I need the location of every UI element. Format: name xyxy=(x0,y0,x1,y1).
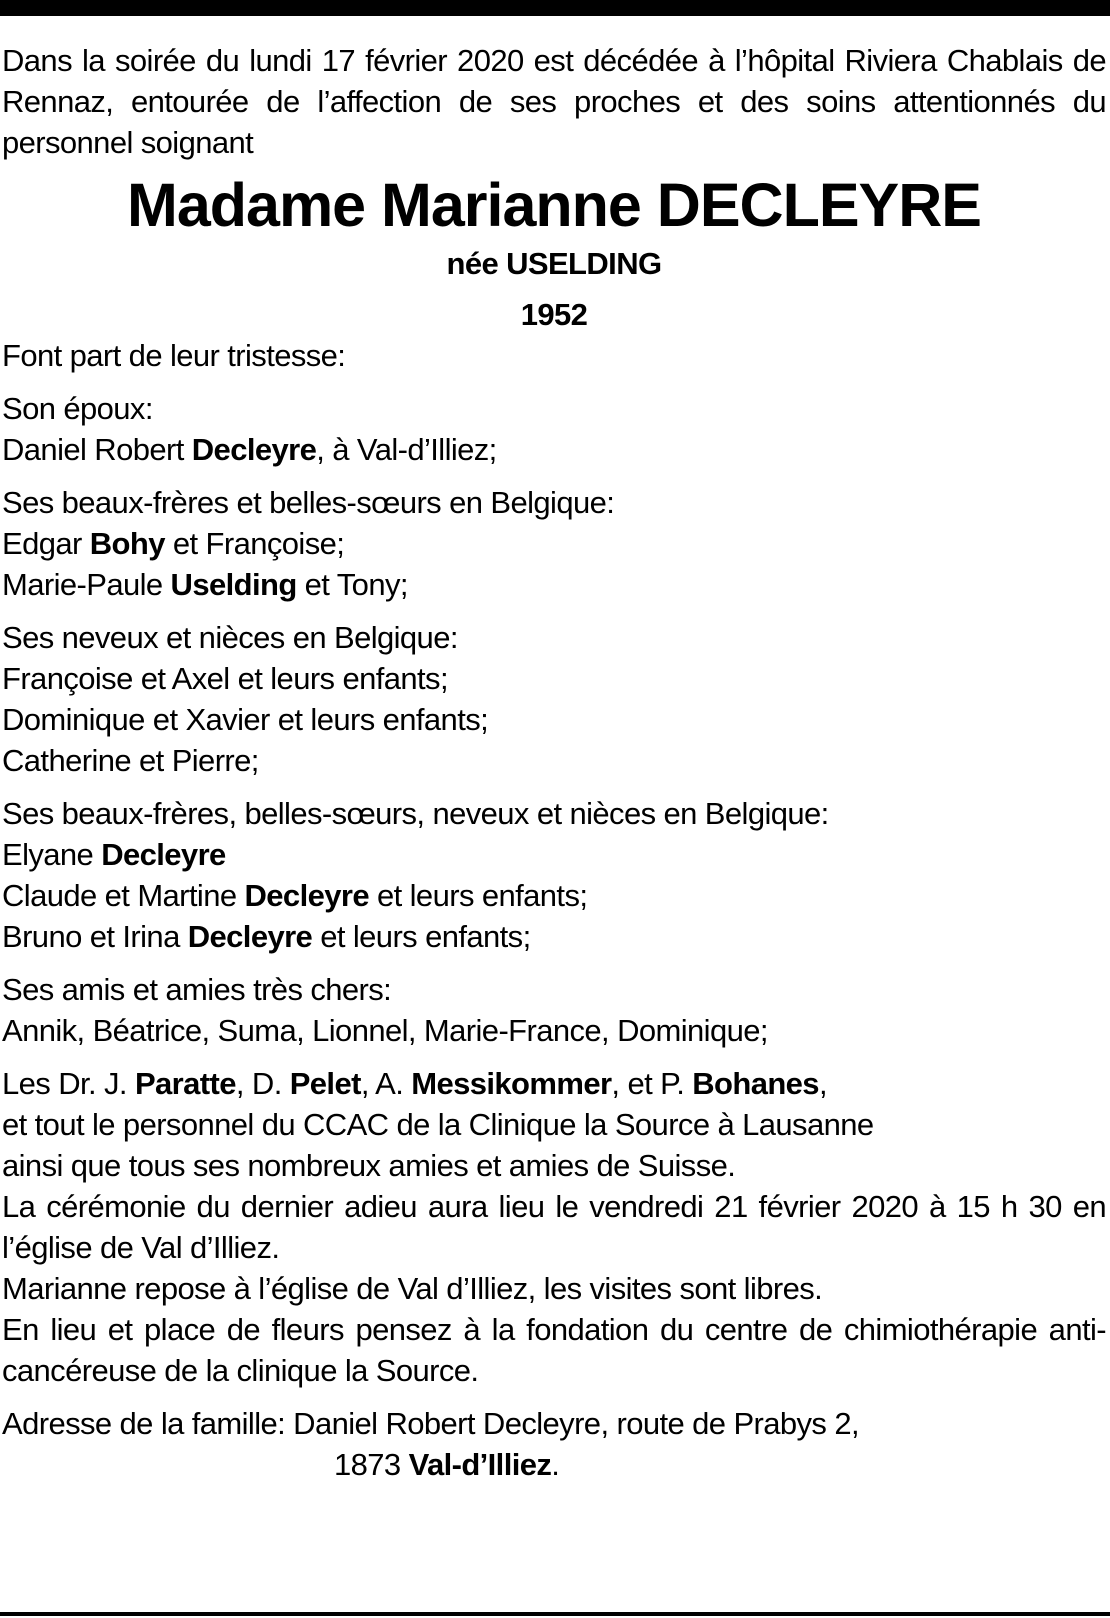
famille-heading: Ses beaux-frères, belles-sœurs, neveux et nièces en Belgique: xyxy=(2,796,829,831)
repose-text: Marianne repose à l’église de Val d’Illiez, les visites sont libres. xyxy=(2,1271,823,1306)
epoux-line: Daniel Robert Decleyre, à Val-d’Illiez; xyxy=(2,432,497,467)
announcement-line: Font part de leur tristesse: xyxy=(2,338,346,373)
intro-text: Dans la soirée du lundi 17 février 2020 est décédée à l’hôpital Riviera Chablais de Rennaz, entourée de l’affection de ses proches et des soins attentionnés du personnel soignant xyxy=(2,43,1106,160)
docteurs-line-2: et tout le personnel du CCAC de la Clinique la Source à Lausanne xyxy=(2,1107,874,1142)
section-docteurs xyxy=(2,1063,1106,1145)
suisse-line: ainsi que tous ses nombreux amies et amies de Suisse. xyxy=(2,1148,736,1183)
section-neveux xyxy=(2,617,1106,781)
beaux-line-1: Edgar Bohy et Françoise; xyxy=(2,526,345,561)
beaux-heading: Ses beaux-frères et belles-sœurs en Belgique: xyxy=(2,485,615,520)
famille-line-3: Bruno et Irina Decleyre et leurs enfants; xyxy=(2,919,531,954)
docteurs-line-1: Les Dr. J. Paratte, D. Pelet, A. Messikommer, et P. Bohanes, xyxy=(2,1066,827,1101)
bottom-rule xyxy=(0,1612,1110,1616)
ceremonie-text: La cérémonie du dernier adieu aura lieu le vendredi 21 février 2020 à 15 h 30 en l’église de Val d’Illiez. xyxy=(2,1189,1106,1265)
birth-year: 1952 xyxy=(520,297,588,332)
amis-heading: Ses amis et amies très chers: xyxy=(2,972,392,1007)
epoux-heading: Son époux: xyxy=(2,391,153,426)
neveux-line-1: Françoise et Axel et leurs enfants; xyxy=(2,661,448,696)
neveux-heading: Ses neveux et nièces en Belgique: xyxy=(2,620,458,655)
obituary-notice xyxy=(2,40,1106,1485)
section-amis xyxy=(2,969,1106,1051)
deceased-name: Madame Marianne DECLEYRE xyxy=(127,171,981,239)
section-adresse xyxy=(2,1403,1106,1485)
famille-line-1: Elyane Decleyre xyxy=(2,837,226,872)
adresse-line-1: Adresse de la famille: Daniel Robert Decleyre, route de Prabys 2, xyxy=(2,1406,859,1441)
beaux-line-2: Marie-Paule Uselding et Tony; xyxy=(2,567,408,602)
famille-line-2: Claude et Martine Decleyre et leurs enfants; xyxy=(2,878,588,913)
top-rule xyxy=(0,0,1110,16)
fleurs-text: En lieu et place de fleurs pensez à la fondation du centre de chimiothérapie anti-cancéreuse de la clinique la Source. xyxy=(2,1312,1106,1388)
section-famille xyxy=(2,793,1106,957)
maiden-name: née USELDING xyxy=(446,246,662,281)
amis-list: Annik, Béatrice, Suma, Lionnel, Marie-France, Dominique; xyxy=(2,1013,768,1048)
section-beaux xyxy=(2,482,1106,605)
section-epoux xyxy=(2,388,1106,470)
adresse-line-2: 1873 Val-d’Illiez. xyxy=(334,1447,560,1482)
neveux-line-3: Catherine et Pierre; xyxy=(2,743,259,778)
neveux-line-2: Dominique et Xavier et leurs enfants; xyxy=(2,702,489,737)
